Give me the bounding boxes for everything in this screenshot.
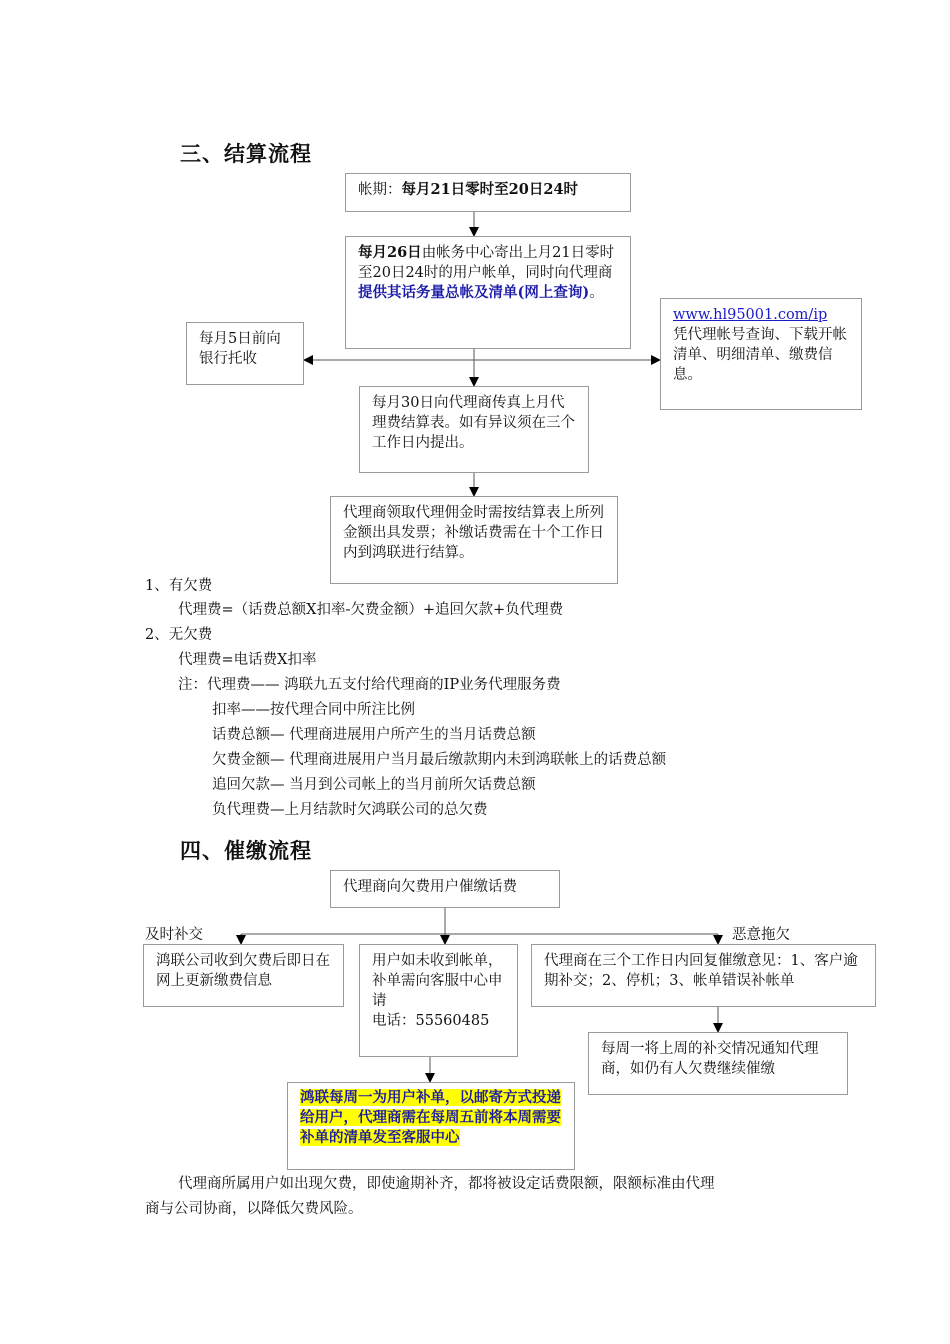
billing-period-value: 每月21日零时至20日24时 bbox=[401, 181, 579, 198]
weekly-mailing-text: 鸿联每周一为用户补单，以邮寄方式投递给用户，代理商需在每周五前将本周需要补单的清单发至客服中心 bbox=[300, 1089, 561, 1146]
customer-service-phone: 电话：55560485 bbox=[372, 1013, 490, 1029]
settlement-fax-box: 每月30日向代理商传真上月代理费结算表。如有异议须在三个工作日内提出。 bbox=[359, 386, 589, 473]
note-line: 话费总额— 代理商进展用户所产生的当月话费总额 bbox=[212, 727, 536, 743]
case1-formula: 代理费=（话费总额X扣率-欠费金额）+追回欠款+负代理费 bbox=[178, 602, 564, 618]
online-update-box: 鸿联公司收到欠费后即日在网上更新缴费信息 bbox=[143, 944, 344, 1007]
weekly-mailing-box bbox=[287, 1082, 575, 1170]
billing-period-box bbox=[345, 173, 631, 212]
case1-title: 1、有欠费 bbox=[145, 578, 213, 594]
section3-title: 三、结算流程 bbox=[180, 142, 312, 166]
reissue-request-box bbox=[359, 944, 518, 1057]
agent-reply-box: 代理商在三个工作日内回复催缴意见：1、客户逾期补交；2、停机；3、帐单错误补帐单 bbox=[531, 944, 876, 1007]
section4-title: 四、催缴流程 bbox=[180, 839, 312, 863]
label-malicious-default: 恶意拖欠 bbox=[732, 927, 790, 943]
note-line: 追回欠款— 当月到公司帐上的当月前所欠话费总额 bbox=[212, 777, 536, 793]
note-line: 欠费金额— 代理商进展用户当月最后缴款期内未到鸿联帐上的话费总额 bbox=[212, 752, 667, 768]
note-line: 负代理费—上月结款时欠鸿联公司的总欠费 bbox=[212, 802, 488, 818]
note-line: 注：代理费—— 鸿联九五支付给代理商的IP业务代理服务费 bbox=[178, 677, 561, 693]
reissue-request-text: 用户如未收到帐单，补单需向客服中心申请 bbox=[372, 953, 503, 1009]
note-line: 扣率——按代理合同中所注比例 bbox=[212, 702, 415, 718]
weekly-notice-box: 每周一将上周的补交情况通知代理商，如仍有人欠费继续催缴 bbox=[588, 1032, 848, 1095]
label-timely-payment: 及时补交 bbox=[145, 927, 203, 943]
bill-end: 。 bbox=[589, 285, 604, 301]
closing-line-2: 商与公司协商，以降低欠费风险。 bbox=[145, 1201, 363, 1217]
bill-mailing-box bbox=[345, 236, 631, 349]
bill-highlight: 提供其话务量总帐及清单(网上查询) bbox=[358, 284, 590, 301]
web-query-text: 凭代理帐号查询、下载开帐清单、明细清单、缴费信息。 bbox=[673, 327, 847, 383]
bill-date: 每月26日 bbox=[358, 244, 422, 261]
web-query-link[interactable]: www.hl95001.com/ip bbox=[673, 307, 828, 323]
closing-line-1: 代理商所属用户如出现欠费，即使逾期补齐，都将被设定话费限额，限额标准由代理 bbox=[178, 1176, 715, 1192]
collection-start-box: 代理商向欠费用户催缴话费 bbox=[330, 870, 560, 908]
commission-box: 代理商领取代理佣金时需按结算表上所列金额出具发票；补缴话费需在十个工作日内到鸿联进行结算。 bbox=[330, 496, 618, 584]
billing-period-label: 帐期： bbox=[358, 182, 402, 198]
web-query-box bbox=[660, 298, 862, 410]
case2-title: 2、无欠费 bbox=[145, 627, 213, 643]
case2-formula: 代理费=电话费X扣率 bbox=[178, 652, 317, 668]
bank-collection-box: 每月5日前向银行托收 bbox=[186, 322, 304, 385]
bill-text: 由帐务中心寄出上月21日零时至20日24时的用户帐单，同时向代理商 bbox=[358, 245, 615, 281]
